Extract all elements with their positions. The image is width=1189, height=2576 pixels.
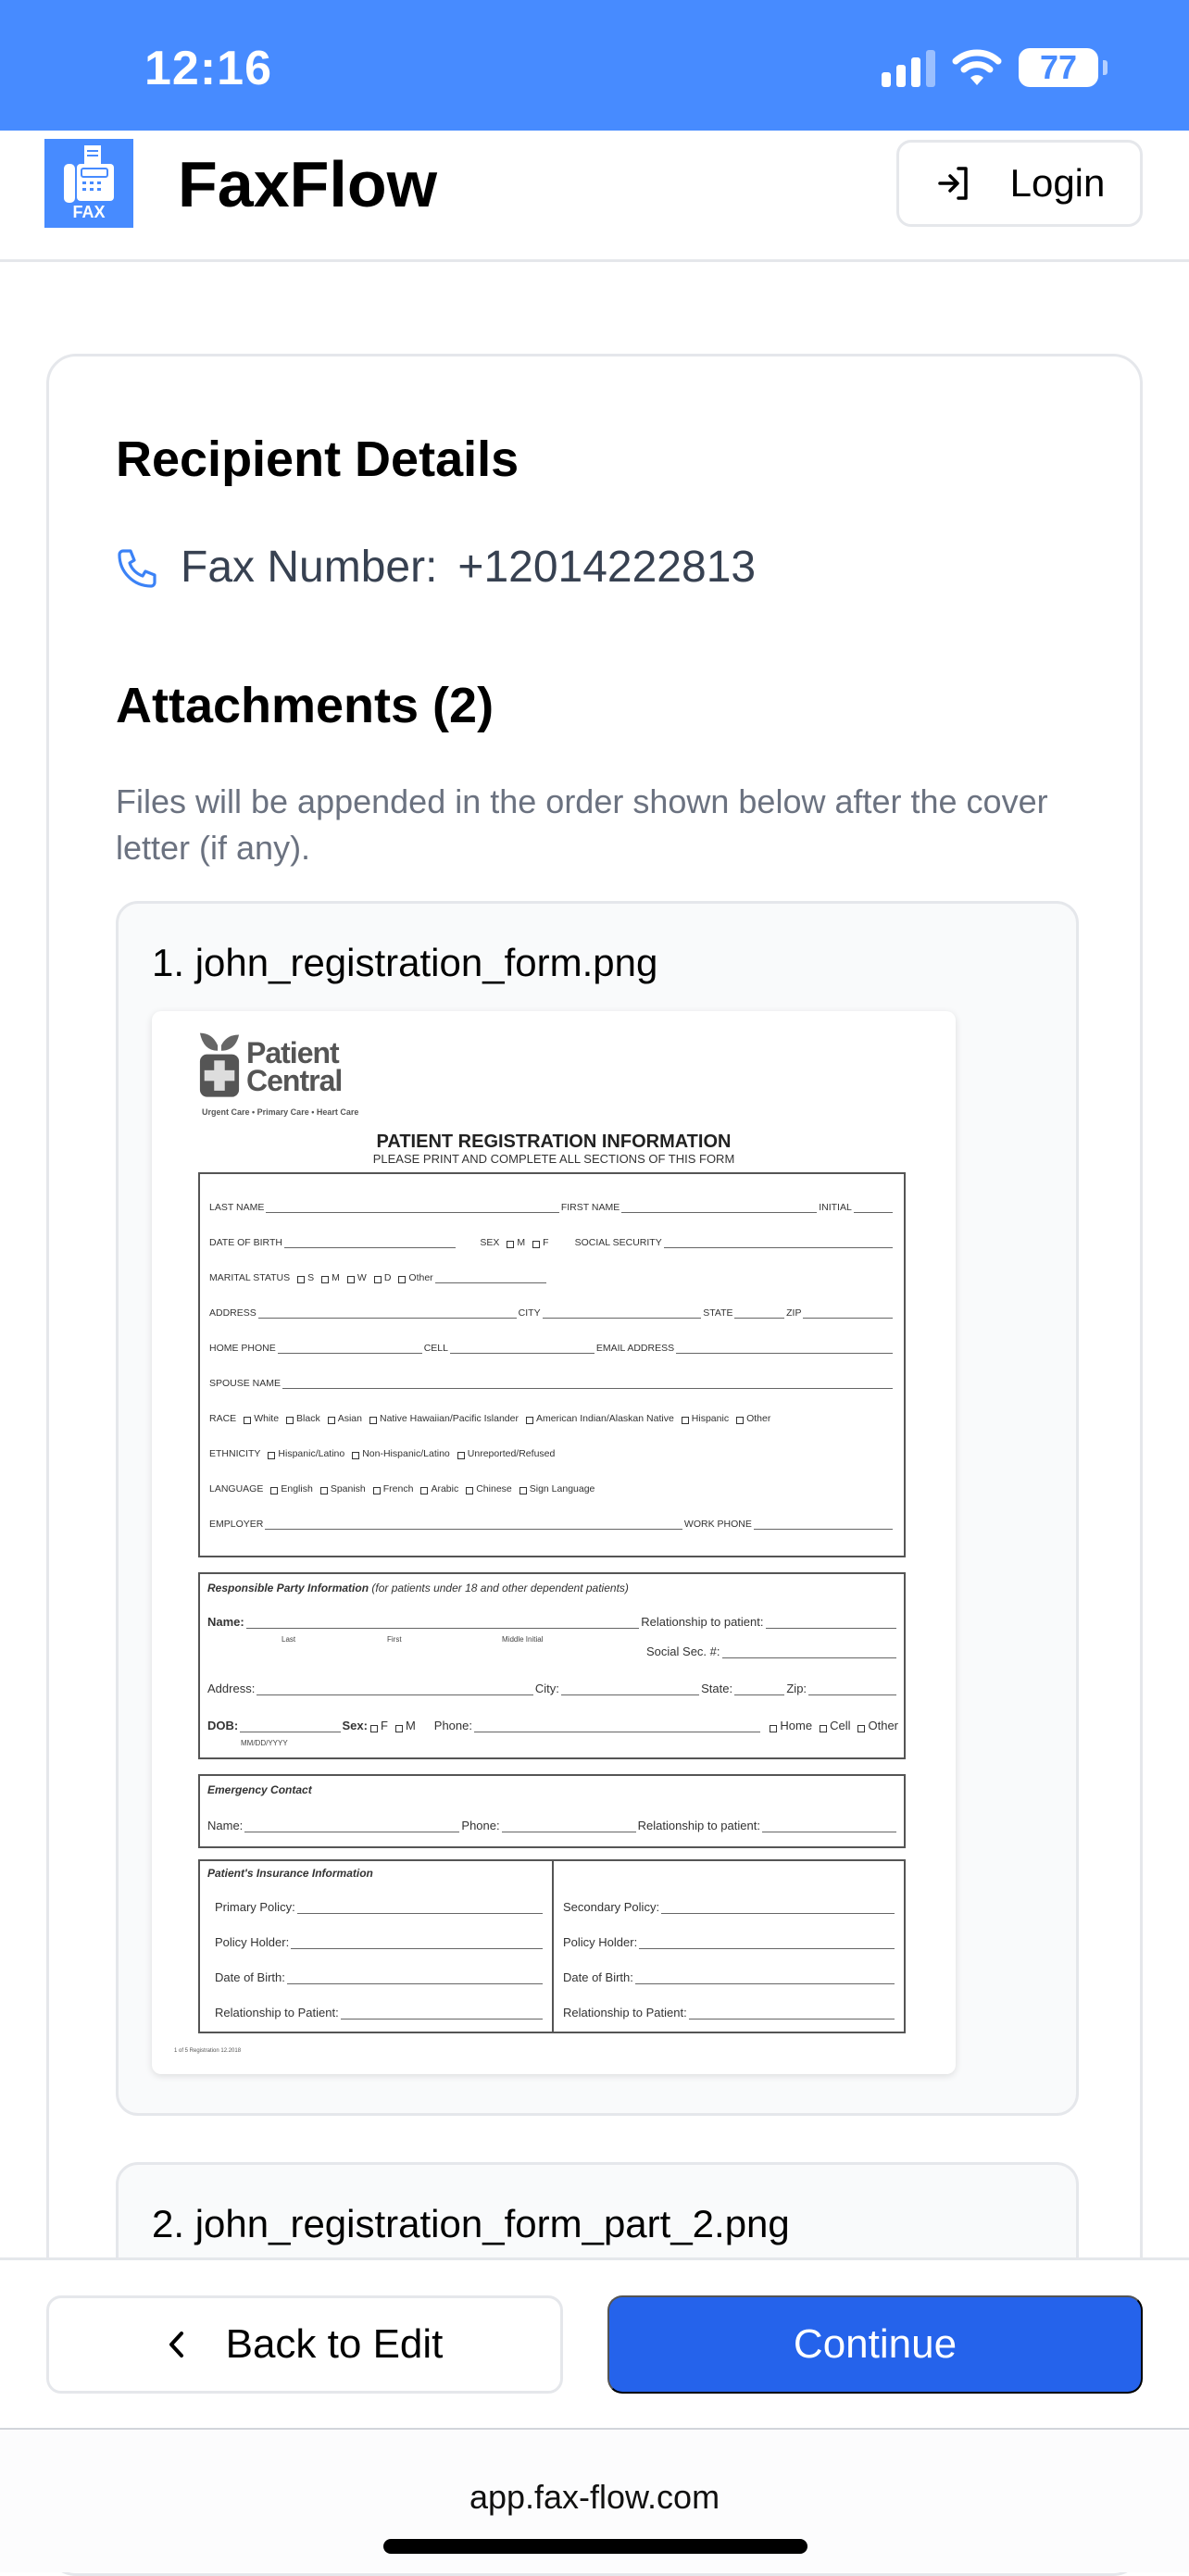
doc-row: ADDRESS CITY STATE ZIP	[209, 1307, 895, 1319]
attachment-item[interactable]	[116, 901, 1079, 2116]
logo-label: FAX	[72, 203, 106, 221]
doc-row: RACE White Black Asian Native Hawaiian/Pacific Islander American Indian/Alaskan Native Hispanic Other	[209, 1413, 771, 1424]
doc-subtitle: PLEASE PRINT AND COMPLETE ALL SECTIONS OF THIS FORM	[372, 1152, 735, 1166]
fax-number-value: +12014222813	[457, 543, 757, 592]
logo-line-2: Central	[246, 1064, 343, 1097]
fax-machine-icon	[60, 144, 118, 203]
attachments-heading: Attachments (2)	[116, 678, 494, 733]
phone-icon	[116, 544, 160, 591]
doc-row: DATE OF BIRTH SEX M F SOCIAL SECURITY	[209, 1237, 895, 1248]
doc-row: HOME PHONE CELL EMAIL ADDRESS	[209, 1343, 895, 1354]
action-bar	[0, 2257, 1189, 2428]
wifi-icon	[952, 48, 1002, 87]
status-time: 12:16	[144, 42, 272, 95]
logo-line-1: Patient	[246, 1036, 339, 1069]
login-label: Login	[1009, 161, 1106, 205]
browser-url-bar	[0, 2428, 1189, 2572]
doc-footer: 1 of 5 Registration 12.2018	[174, 2048, 242, 2054]
medical-cross-icon	[198, 1030, 241, 1104]
home-indicator[interactable]	[383, 2539, 807, 2554]
back-to-edit-button[interactable]	[46, 2295, 563, 2394]
doc-responsible-section: Responsible Party Information (for patients under 18 and other dependent patients) Name: Relationship to patient: Last First Middle Initial Social Sec. #: Address: City: State: Zip: DOB: Sex: F M Phone: Home Cell Other MM/DD/YYYY	[198, 1572, 906, 1759]
attachment-preview-image[interactable]	[152, 1011, 956, 2074]
fax-number-row	[116, 542, 756, 593]
doc-row: MARITAL STATUS S M W D Other	[209, 1272, 895, 1283]
doc-row: LAST NAME FIRST NAME INITIAL	[209, 1202, 895, 1213]
fax-logo[interactable]	[44, 139, 133, 228]
doc-row: ETHNICITY Hispanic/Latino Non-Hispanic/Latino Unreported/Refused	[209, 1448, 556, 1459]
patient-central-logo	[198, 1030, 342, 1104]
login-button[interactable]	[896, 140, 1143, 227]
review-card	[46, 354, 1143, 2576]
attachment-title: 2. john_registration_form_part_2.png	[152, 2202, 790, 2245]
url-text[interactable]: app.fax-flow.com	[469, 2478, 720, 2516]
doc-title: PATIENT REGISTRATION INFORMATION	[376, 1132, 732, 1152]
doc-row: EMPLOYER WORK PHONE	[209, 1519, 895, 1530]
attachment-title: 1. john_registration_form.png	[152, 941, 658, 984]
doc-tagline: Urgent Care • Primary Care • Heart Care	[202, 1107, 359, 1117]
back-label: Back to Edit	[225, 2321, 444, 2367]
status-icons	[882, 48, 1098, 87]
doc-main-section	[198, 1172, 906, 1557]
fax-number-label: Fax Number:	[181, 543, 438, 592]
app-header	[0, 131, 1189, 262]
doc-row: SPOUSE NAME	[209, 1378, 895, 1389]
login-icon	[934, 163, 975, 204]
chevron-left-icon	[167, 2329, 187, 2360]
status-bar	[0, 0, 1189, 131]
recipient-heading: Recipient Details	[116, 431, 519, 487]
signal-icon	[882, 48, 935, 87]
responsible-heading: Responsible Party Information (for patients under 18 and other dependent patients)	[207, 1582, 629, 1594]
doc-row: LANGUAGE English Spanish French Arabic Chinese Sign Language	[209, 1483, 595, 1494]
battery-icon: 77	[1019, 48, 1098, 87]
app-title: FaxFlow	[178, 148, 438, 220]
doc-emergency-section: Emergency Contact Name: Phone: Relationship to patient:	[198, 1774, 906, 1848]
continue-button[interactable]: Continue	[607, 2295, 1143, 2394]
attachments-description: Files will be appended in the order shown below after the cover letter (if any).	[116, 782, 1048, 867]
doc-insurance-section: Patient's Insurance Information Primary Policy: Policy Holder: Date of Birth: Relationship to Patient: Secondary Policy: Policy Holder: Date of Birth: Relationship to Patient:	[198, 1859, 906, 2033]
